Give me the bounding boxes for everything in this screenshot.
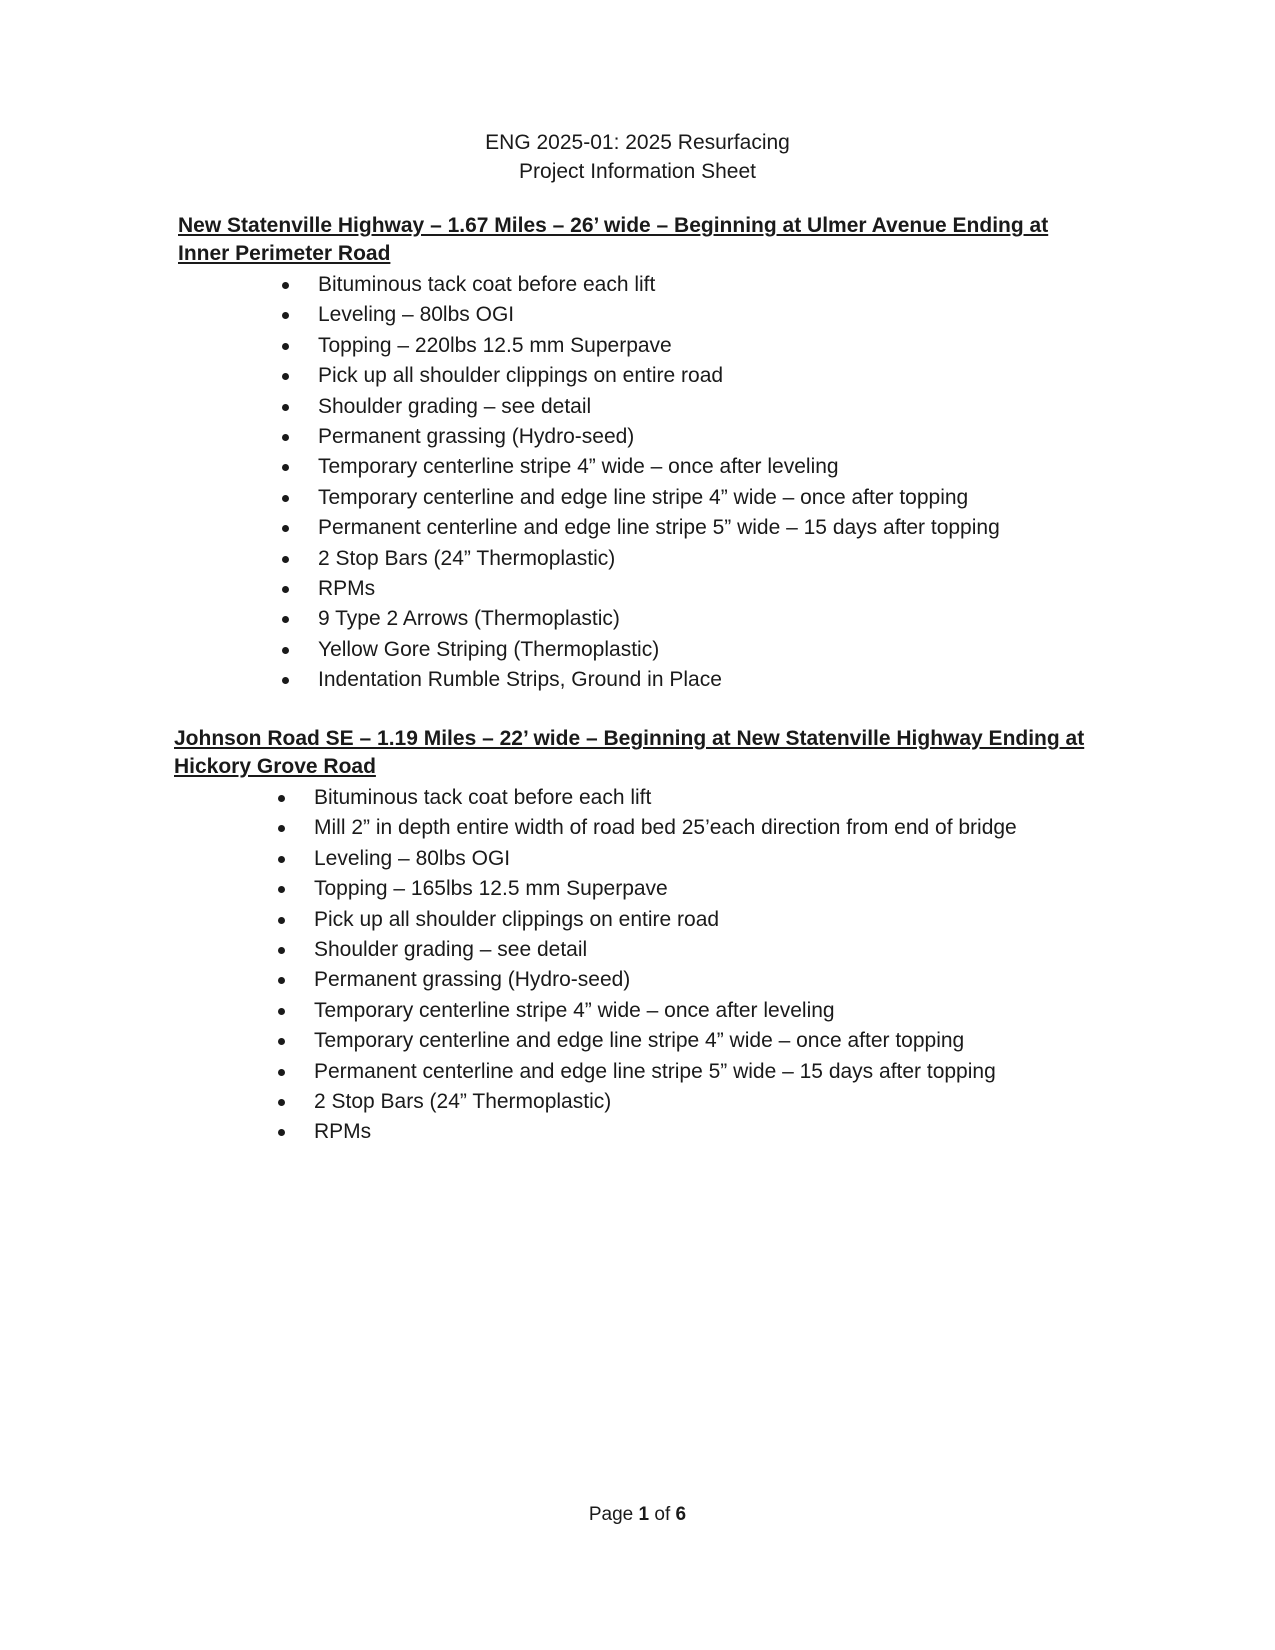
list-item: Leveling – 80lbs OGI xyxy=(282,300,1098,330)
list-item: Permanent centerline and edge line stripe 5” wide – 15 days after topping xyxy=(278,1057,1094,1087)
list-item: 2 Stop Bars (24” Thermoplastic) xyxy=(278,1087,1094,1117)
list-item: Yellow Gore Striping (Thermoplastic) xyxy=(282,635,1098,665)
list-item: Pick up all shoulder clippings on entire road xyxy=(278,905,1094,935)
section-new-statenville-highway xyxy=(178,212,1098,696)
page-total: 6 xyxy=(675,1504,687,1525)
list-item: Shoulder grading – see detail xyxy=(282,392,1098,422)
page-of-label: of xyxy=(654,1504,671,1525)
document-subtitle: Project Information Sheet xyxy=(519,160,756,183)
list-item: 9 Type 2 Arrows (Thermoplastic) xyxy=(282,604,1098,634)
section-item-list xyxy=(178,270,1098,696)
document-title: ENG 2025-01: 2025 Resurfacing xyxy=(485,131,790,154)
list-item: Pick up all shoulder clippings on entire road xyxy=(282,361,1098,391)
section-heading: New Statenville Highway – 1.67 Miles – 26’ wide – Beginning at Ulmer Avenue Ending at Inner Perimeter Road xyxy=(178,214,1049,265)
list-item: Bituminous tack coat before each lift xyxy=(278,783,1094,813)
list-item: Permanent grassing (Hydro-seed) xyxy=(278,965,1094,995)
document-header xyxy=(0,128,1275,186)
list-item: Indentation Rumble Strips, Ground in Place xyxy=(282,665,1098,695)
list-item: Topping – 220lbs 12.5 mm Superpave xyxy=(282,331,1098,361)
list-item: 2 Stop Bars (24” Thermoplastic) xyxy=(282,544,1098,574)
section-johnson-road-se xyxy=(174,725,1094,1148)
list-item: Temporary centerline and edge line stripe 4” wide – once after topping xyxy=(278,1026,1094,1056)
list-item: Topping – 165lbs 12.5 mm Superpave xyxy=(278,874,1094,904)
section-heading: Johnson Road SE – 1.19 Miles – 22’ wide – Beginning at New Statenville Highway Ending at Hickory Grove Road xyxy=(174,727,1085,778)
list-item: Leveling – 80lbs OGI xyxy=(278,844,1094,874)
page-current: 1 xyxy=(638,1504,650,1525)
list-item: Bituminous tack coat before each lift xyxy=(282,270,1098,300)
list-item: Temporary centerline stripe 4” wide – once after leveling xyxy=(278,996,1094,1026)
list-item: Mill 2” in depth entire width of road bed 25’each direction from end of bridge xyxy=(278,813,1094,843)
list-item: Temporary centerline and edge line stripe 4” wide – once after topping xyxy=(282,483,1098,513)
page-footer xyxy=(0,1504,1275,1526)
list-item: Shoulder grading – see detail xyxy=(278,935,1094,965)
page-label: Page xyxy=(588,1504,634,1525)
list-item: Temporary centerline stripe 4” wide – once after leveling xyxy=(282,452,1098,482)
list-item: RPMs xyxy=(282,574,1098,604)
section-item-list xyxy=(174,783,1094,1148)
list-item: RPMs xyxy=(278,1117,1094,1147)
list-item: Permanent centerline and edge line stripe 5” wide – 15 days after topping xyxy=(282,513,1098,543)
list-item: Permanent grassing (Hydro-seed) xyxy=(282,422,1098,452)
